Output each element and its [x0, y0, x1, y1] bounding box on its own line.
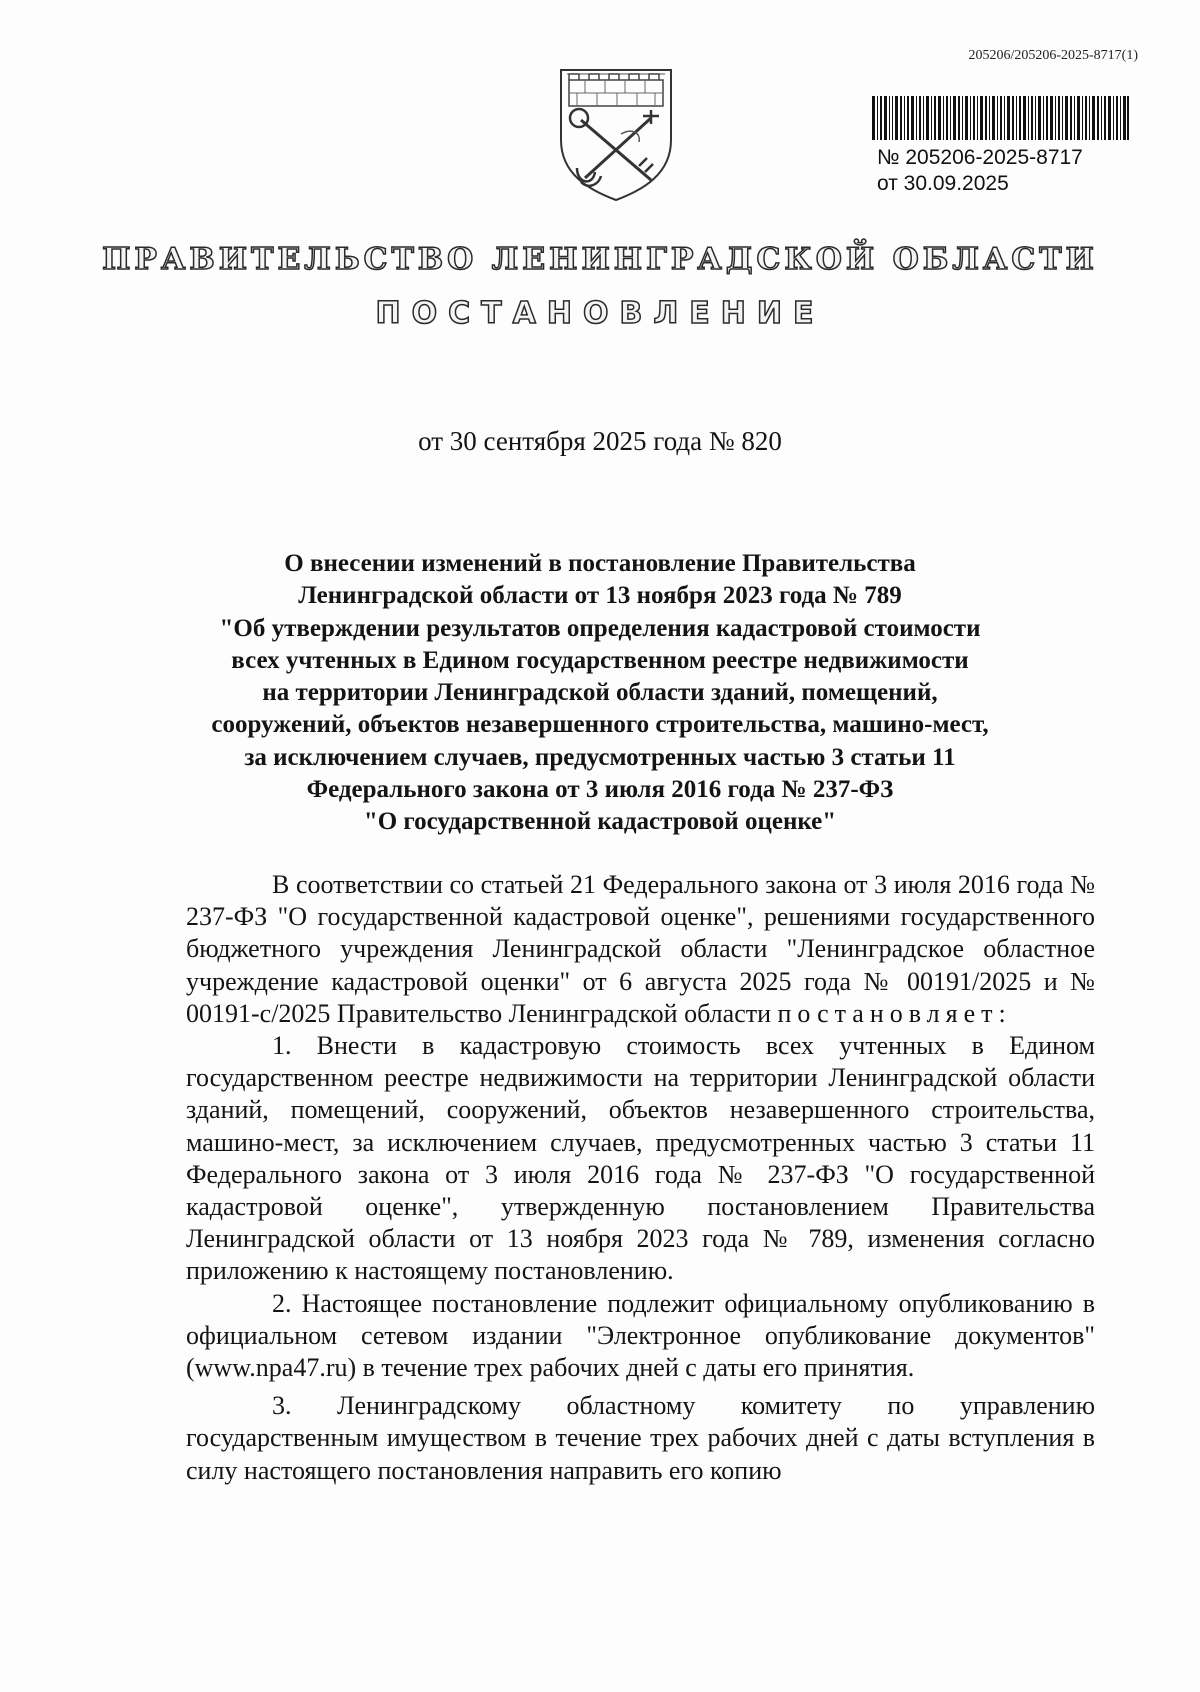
file-reference: 205206/205206-2025-8717(1) [968, 48, 1138, 63]
government-title: ПРАВИТЕЛЬСТВО ЛЕНИНГРАДСКОЙ ОБЛАСТИ [102, 242, 1098, 277]
document-type: ПОСТАНОВЛЕНИЕ [375, 296, 825, 331]
document-body [186, 869, 1095, 1487]
registration-block [877, 145, 1083, 197]
resolution-heading [150, 548, 1050, 839]
resolves-word: постановляет: [777, 998, 1012, 1028]
heading-line: О внесении изменений в постановление Правительства [284, 550, 916, 577]
coat-of-arms-emblem [555, 62, 677, 202]
heading-line: сооружений, объектов незавершенного строительства, машино-мест, [211, 711, 989, 739]
heading-line: за исключением случаев, предусмотренных частью 3 статьи 11 [244, 743, 956, 771]
resolution-date-number: от 30 сентября 2025 года № 820 [418, 426, 782, 456]
registration-number: № 205206-2025-8717 [877, 146, 1083, 169]
heading-line: Федерального закона от 3 июля 2016 года № 237-ФЗ [306, 776, 894, 804]
item-3-paragraph: 3. Ленинградскому областному комитету по управлению государственным имуществом в течение трех рабочих дней с даты вступления в силу настоящего постановления направить его копию [186, 1391, 1095, 1485]
registration-date: от 30.09.2025 [877, 172, 1009, 195]
heading-line: "О государственной кадастровой оценке" [363, 808, 837, 836]
heading-line: "Об утверждении результатов определения кадастровой стоимости [219, 614, 981, 642]
heading-line: Ленинградской области от 13 ноября 2023 года № 789 [298, 582, 902, 610]
heading-line: всех учтенных в Едином государственном реестре недвижимости [231, 646, 969, 674]
item-2-paragraph: 2. Настоящее постановление подлежит официальному опубликованию в официальном сетевом издании "Электронное опубликование документов" (www.npa47.ru) в течение трех рабочих дней с даты его принятия. [186, 1288, 1095, 1383]
preamble-paragraph [186, 869, 1095, 1030]
heading-line: на территории Ленинградской области зданий, помещений, [262, 679, 938, 707]
preamble-text: В соответствии со статьей 21 Федерального закона от 3 июля 2016 года № 237-ФЗ "О государственной кадастровой оценке", решениями государственного бюджетного учреждения Ленинградской области "Ленинградское областное учреждение кадастровой оценки" от 6 августа 2025 года № 00191/2025 и № 00191-с/2025 Правительство Ленинградской области [186, 870, 1095, 1028]
item-1-paragraph: 1. Внести в кадастровую стоимость всех учтенных в Едином государственном реестре недвижимости на территории Ленинградской области зданий, помещений, сооружений, объектов незавершенного строительства, машино-мест, за исключением случаев, предусмотренных частью 3 статьи 11 Федерального закона от 3 июля 2016 года № 237-ФЗ "О государственной кадастровой оценке", утвержденную постановлением Правительства Ленинградской области от 13 ноября 2023 года № 789, изменения согласно приложению к настоящему постановлению. [186, 1031, 1095, 1286]
barcode [872, 96, 1129, 140]
